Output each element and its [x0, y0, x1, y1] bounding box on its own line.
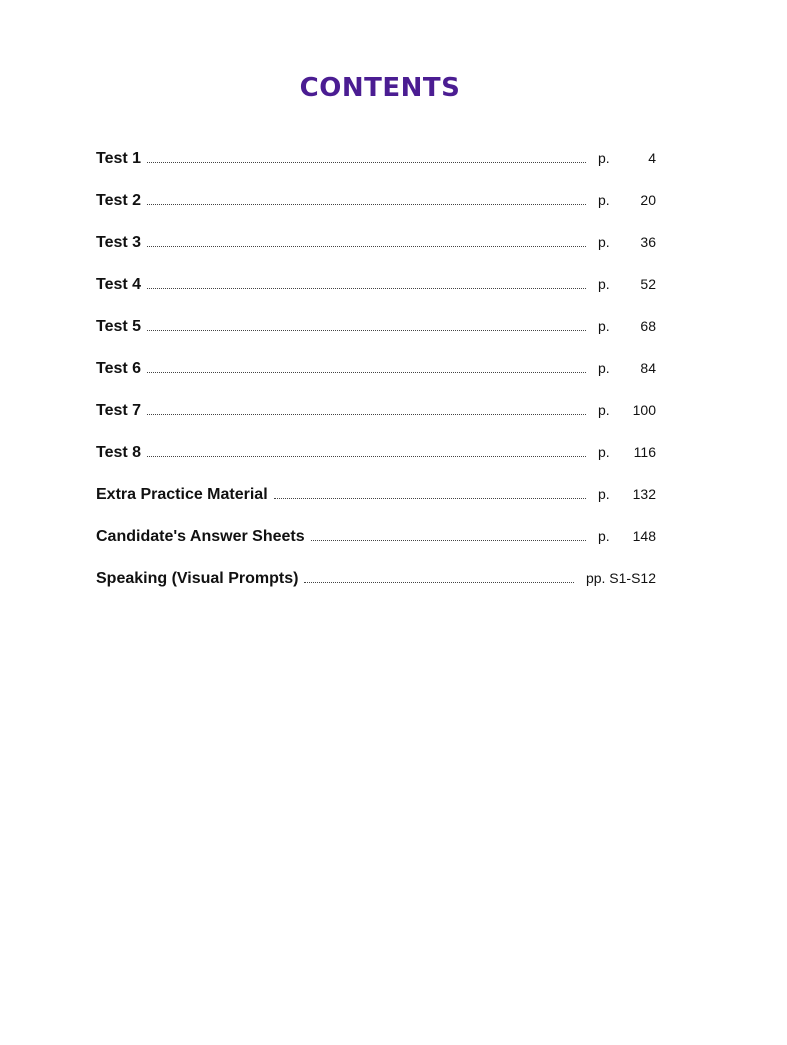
page-prefix: p.	[598, 318, 610, 334]
page-number: 132	[632, 486, 656, 502]
page-prefix: p.	[598, 360, 610, 376]
dot-leader	[147, 288, 586, 289]
page-prefix: p.	[598, 444, 610, 460]
page-number: 20	[640, 192, 656, 208]
toc-entry-extra-practice	[96, 486, 656, 528]
toc-entry-label: Test 4	[96, 276, 142, 293]
dot-leader	[274, 498, 586, 499]
toc-entry-label: Test 3	[96, 234, 142, 251]
page-prefix	[586, 570, 656, 586]
toc-entry-test-8	[96, 444, 656, 486]
page-range: S1-S12	[609, 570, 656, 586]
page-prefix: p.	[598, 486, 610, 502]
toc-entry-test-4	[96, 276, 656, 318]
toc-entry-label: Extra Practice Material	[96, 486, 268, 503]
page-number: 4	[648, 150, 656, 166]
toc-entry-speaking	[96, 570, 656, 612]
toc-entry-test-2	[96, 192, 656, 234]
toc-entry-test-5	[96, 318, 656, 360]
page-number: 36	[640, 234, 656, 250]
page-number: 84	[640, 360, 656, 376]
dot-leader	[147, 162, 586, 163]
toc-entry-test-3	[96, 234, 656, 276]
toc-entry-label: Speaking (Visual Prompts)	[96, 570, 299, 587]
dot-leader	[311, 540, 586, 541]
page-prefix: p.	[598, 528, 610, 544]
page-title: CONTENTS	[299, 73, 461, 103]
page-number: 68	[640, 318, 656, 334]
toc-entry-answer-sheets	[96, 528, 656, 570]
toc-entry-label: Test 2	[96, 192, 142, 209]
toc-entry-label: Test 1	[96, 150, 142, 167]
toc-entry-label: Test 8	[96, 444, 142, 461]
table-of-contents	[96, 150, 656, 612]
toc-entry-test-7	[96, 402, 656, 444]
page-prefix: p.	[598, 192, 610, 208]
page-number: 100	[632, 402, 656, 418]
page-number: 148	[632, 528, 656, 544]
page-prefix: p.	[598, 234, 610, 250]
toc-entry-label: Candidate's Answer Sheets	[96, 528, 305, 545]
toc-entry-label: Test 5	[96, 318, 142, 335]
page-prefix: p.	[598, 402, 610, 418]
dot-leader	[147, 414, 586, 415]
page-number: 52	[640, 276, 656, 292]
dot-leader	[147, 456, 586, 457]
page-prefix-text: pp.	[585, 570, 606, 586]
dot-leader	[147, 246, 586, 247]
dot-leader	[147, 204, 586, 205]
page-prefix: p.	[598, 276, 610, 292]
toc-entry-test-6	[96, 360, 656, 402]
toc-entry-test-1	[96, 150, 656, 192]
dot-leader	[147, 330, 586, 331]
dot-leader	[147, 372, 586, 373]
toc-entry-label: Test 6	[96, 360, 142, 377]
page-prefix: p.	[598, 150, 610, 166]
dot-leader	[304, 582, 574, 583]
toc-entry-label: Test 7	[96, 402, 142, 419]
page-number: 116	[633, 444, 656, 460]
